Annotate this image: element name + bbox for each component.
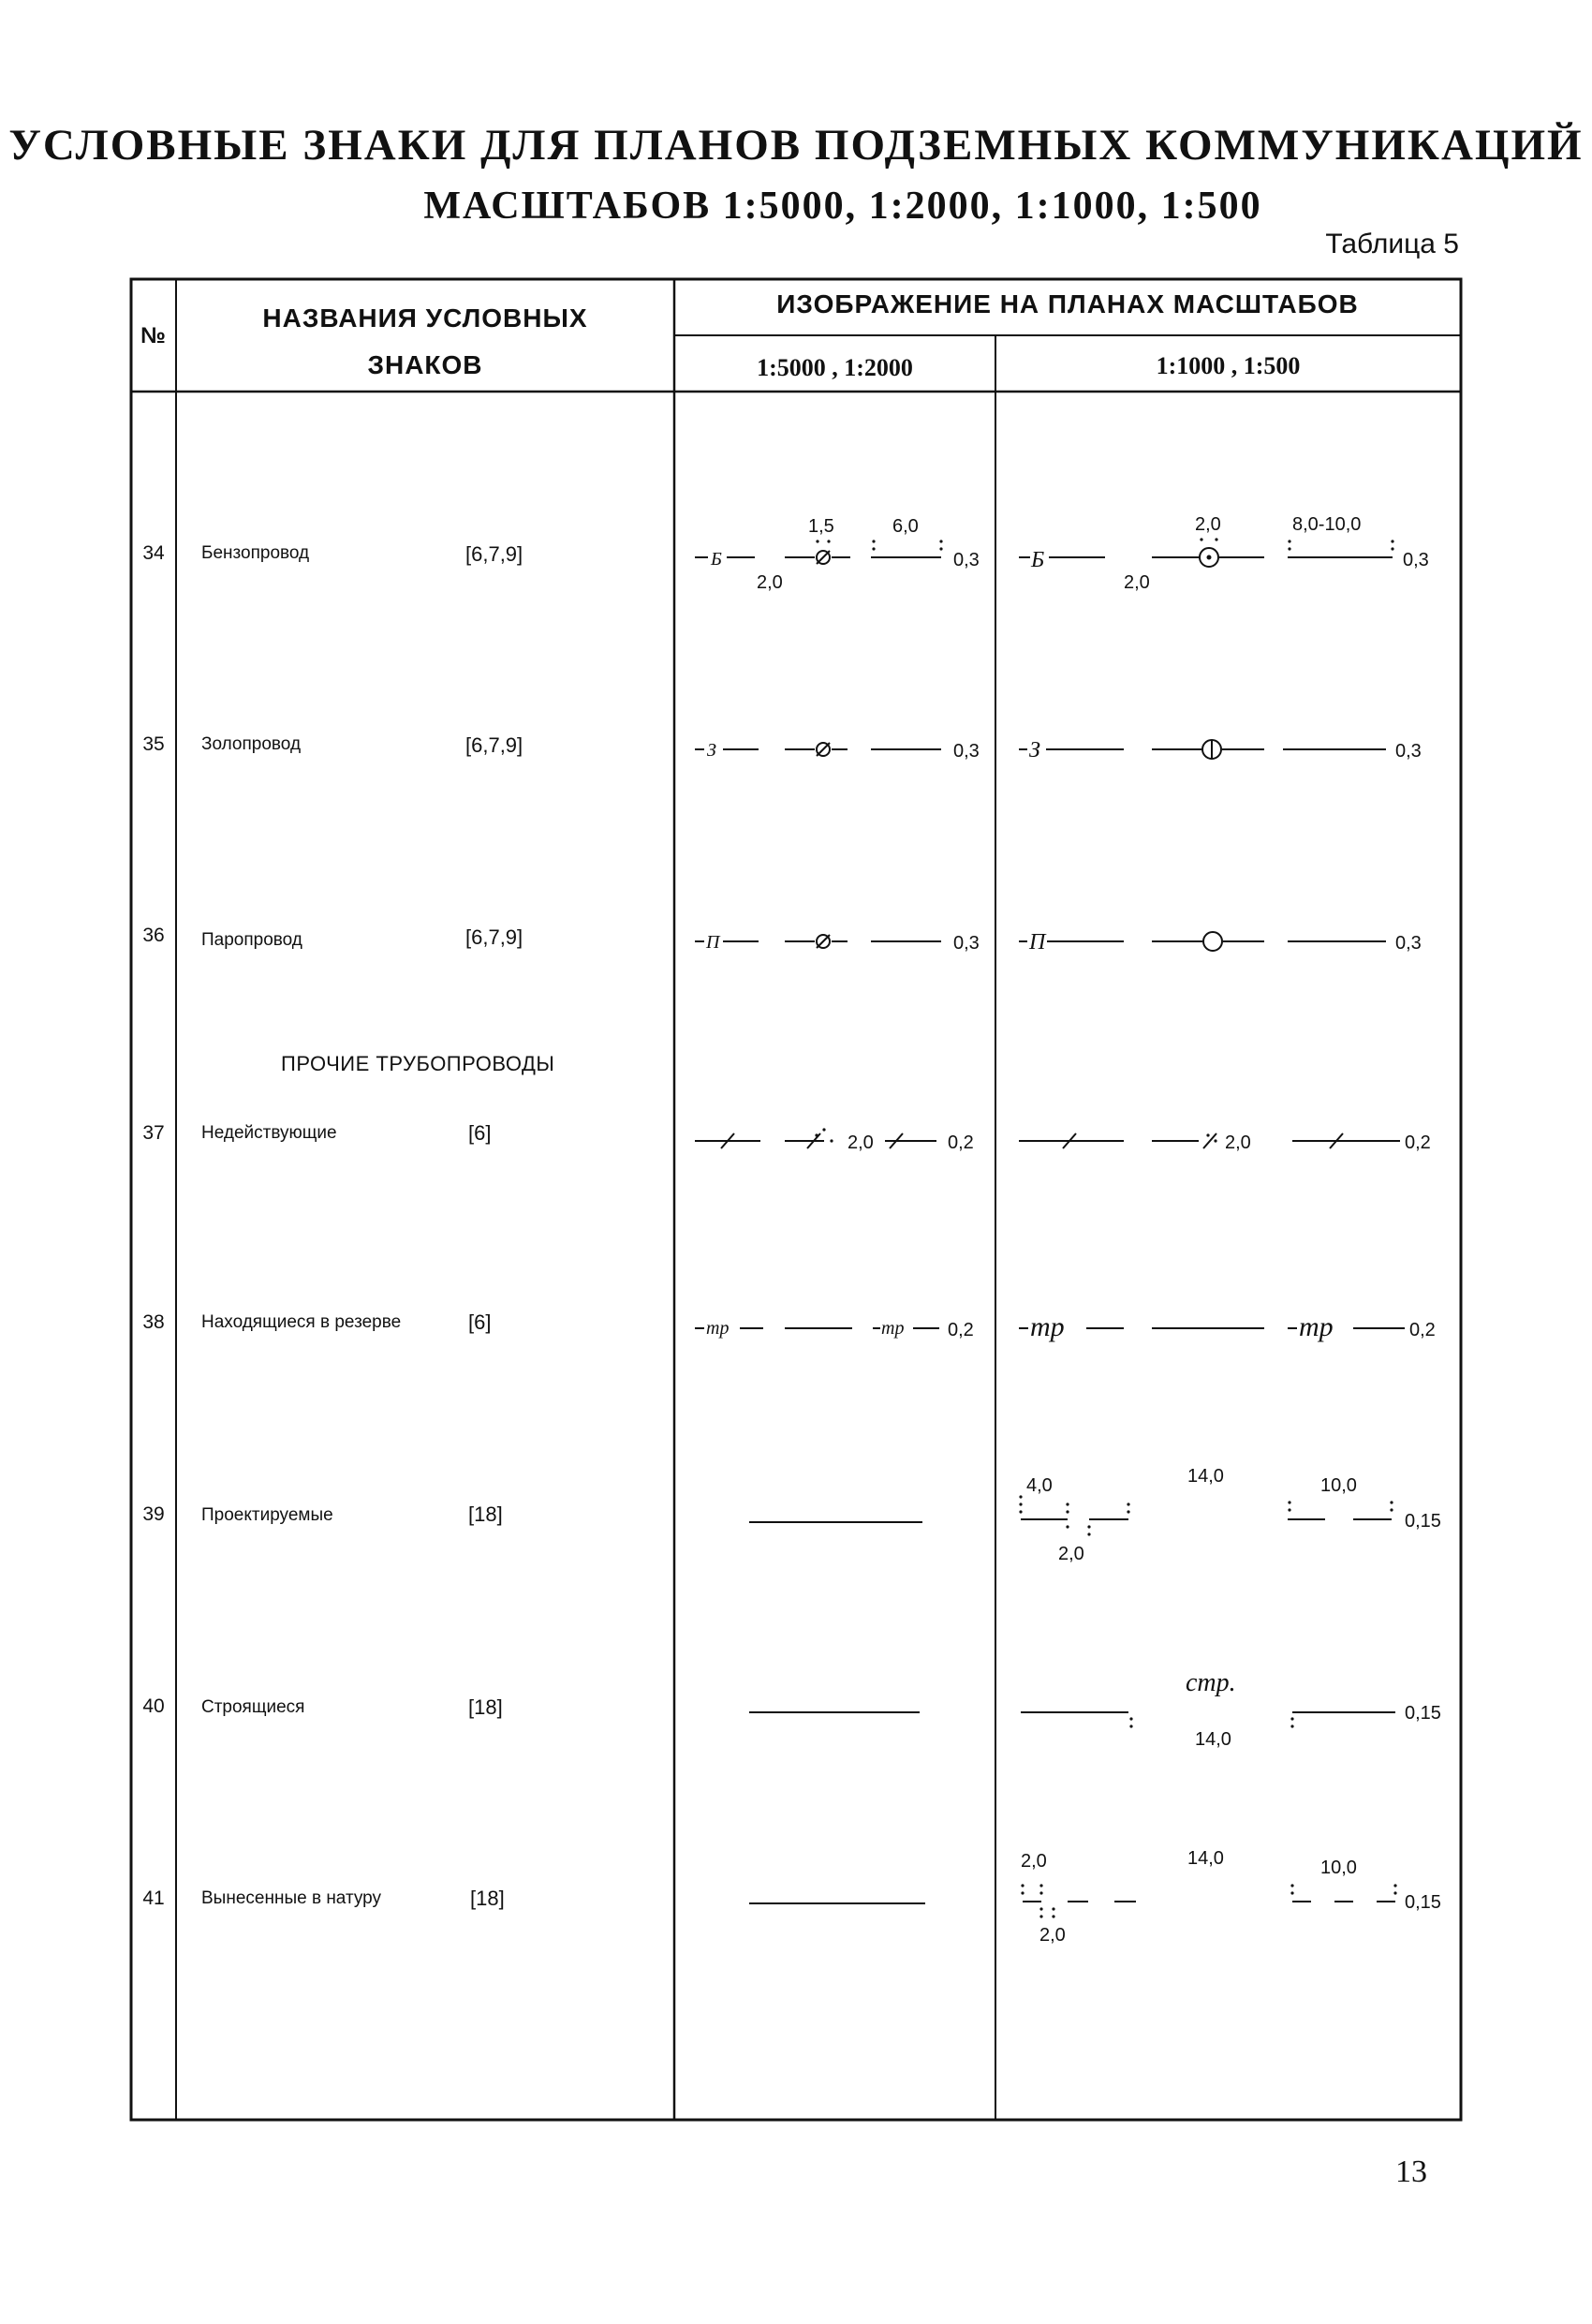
dim-2-0: 2,0 — [1225, 1132, 1251, 1153]
dim-0-3: 0,3 — [1395, 741, 1422, 762]
row-ref: [6,7,9] — [465, 733, 523, 757]
row-number: 40 — [142, 1695, 165, 1717]
section-heading: ПРОЧИЕ ТРУБОПРОВОДЫ — [281, 1052, 555, 1075]
dim-0-2: 0,2 — [1405, 1132, 1431, 1153]
dim-14-0: 14,0 — [1187, 1848, 1224, 1869]
dim-0-15: 0,15 — [1405, 1703, 1441, 1724]
header-names-line1: НАЗВАНИЯ УСЛОВНЫХ — [262, 303, 588, 333]
dim-0-3: 0,3 — [953, 741, 980, 762]
dim-2-0: 2,0 — [1124, 572, 1150, 593]
dim-14-0: 14,0 — [1187, 1466, 1224, 1487]
symbol-row-37 — [695, 1133, 1400, 1148]
dim-0-3: 0,3 — [1403, 550, 1429, 570]
row-number: 38 — [142, 1311, 165, 1333]
row-number: 39 — [142, 1503, 165, 1525]
row-number: 35 — [142, 733, 165, 755]
row-ref: [18] — [468, 1502, 503, 1526]
dim-0-15: 0,15 — [1405, 1511, 1441, 1532]
row-number: 34 — [142, 542, 165, 564]
dim-2-0: 2,0 — [1039, 1925, 1066, 1946]
dim-8-10: 8,0-10,0 — [1292, 514, 1362, 535]
dim-2-0: 2,0 — [1058, 1544, 1084, 1564]
page-title: УСЛОВНЫЕ ЗНАКИ ДЛЯ ПЛАНОВ ПОДЗЕМНЫХ КОММУНИКАЦИЙ — [8, 121, 1584, 170]
row-ref: [6] — [468, 1310, 492, 1334]
dim-4-0: 4,0 — [1026, 1475, 1053, 1496]
row-name: Золопровод — [201, 734, 302, 754]
label-str: стр. — [1186, 1668, 1236, 1697]
row-name: Недействующие — [201, 1123, 337, 1143]
row-ref: [18] — [468, 1695, 503, 1719]
label-z-large: З — [1029, 738, 1040, 762]
symbol-row-35 — [695, 740, 1386, 759]
table-label: Таблица 5 — [1325, 229, 1459, 259]
label-tr-large: тр — [1030, 1311, 1065, 1342]
row-ref: [6,7,9] — [465, 542, 523, 566]
dim-0-3: 0,3 — [953, 550, 980, 570]
dim-1-5: 1,5 — [808, 516, 834, 537]
page-number: 13 — [1395, 2154, 1427, 2189]
dim-2-0: 2,0 — [1195, 514, 1221, 535]
dim-14-0: 14,0 — [1195, 1729, 1231, 1750]
row-name: Бензопровод — [201, 543, 310, 563]
dim-6-0: 6,0 — [892, 516, 919, 537]
header-scale-large: 1:1000 , 1:500 — [1156, 352, 1301, 379]
label-tr: тр — [881, 1318, 905, 1339]
row-name: Находящиеся в резерве — [201, 1312, 402, 1332]
label-tr-large: тр — [1299, 1311, 1334, 1342]
row-name: Проектируемые — [201, 1505, 333, 1525]
dim-10-0: 10,0 — [1320, 1858, 1357, 1878]
row-name: Паропровод — [201, 930, 302, 950]
header-scale-small: 1:5000 , 1:2000 — [757, 354, 913, 381]
row-number: 41 — [142, 1887, 165, 1909]
row-name: Строящиеся — [201, 1697, 305, 1717]
table-border — [131, 279, 1461, 2120]
dim-0-15: 0,15 — [1405, 1892, 1441, 1913]
dim-10-0: 10,0 — [1320, 1475, 1357, 1496]
label-b-large: Б — [1031, 548, 1045, 572]
dim-2-0: 2,0 — [1021, 1851, 1047, 1872]
header-number: № — [140, 323, 167, 348]
label-b: Б — [711, 549, 722, 570]
dim-0-2: 0,2 — [948, 1320, 974, 1340]
dim-0-3: 0,3 — [953, 933, 980, 954]
row-name: Вынесенные в натуру — [201, 1888, 382, 1908]
row-ref: [6,7,9] — [465, 925, 523, 949]
dimension-dots — [816, 538, 1393, 550]
label-p: П — [706, 932, 720, 953]
row-ref: [18] — [470, 1887, 505, 1910]
dim-0-2: 0,2 — [1409, 1320, 1436, 1340]
label-tr: тр — [706, 1318, 730, 1339]
page-subtitle: МАСШТАБОВ 1:5000, 1:2000, 1:1000, 1:500 — [423, 185, 1262, 228]
symbol-row-39 — [749, 1519, 1392, 1522]
dim-2-0: 2,0 — [848, 1132, 874, 1153]
dim-0-3: 0,3 — [1395, 933, 1422, 954]
row-ref: [6] — [468, 1121, 492, 1145]
label-p-large: П — [1029, 930, 1046, 955]
header-names-line2: ЗНАКОВ — [367, 350, 483, 379]
dim-2-0: 2,0 — [757, 572, 783, 593]
row-number: 36 — [142, 925, 165, 946]
symbol-row-41 — [749, 1902, 1395, 1903]
header-image: ИЗОБРАЖЕНИЕ НА ПЛАНАХ МАСШТАБОВ — [776, 289, 1359, 318]
label-z: З — [707, 740, 716, 761]
dim-0-2: 0,2 — [948, 1132, 974, 1153]
row-number: 37 — [142, 1122, 165, 1144]
